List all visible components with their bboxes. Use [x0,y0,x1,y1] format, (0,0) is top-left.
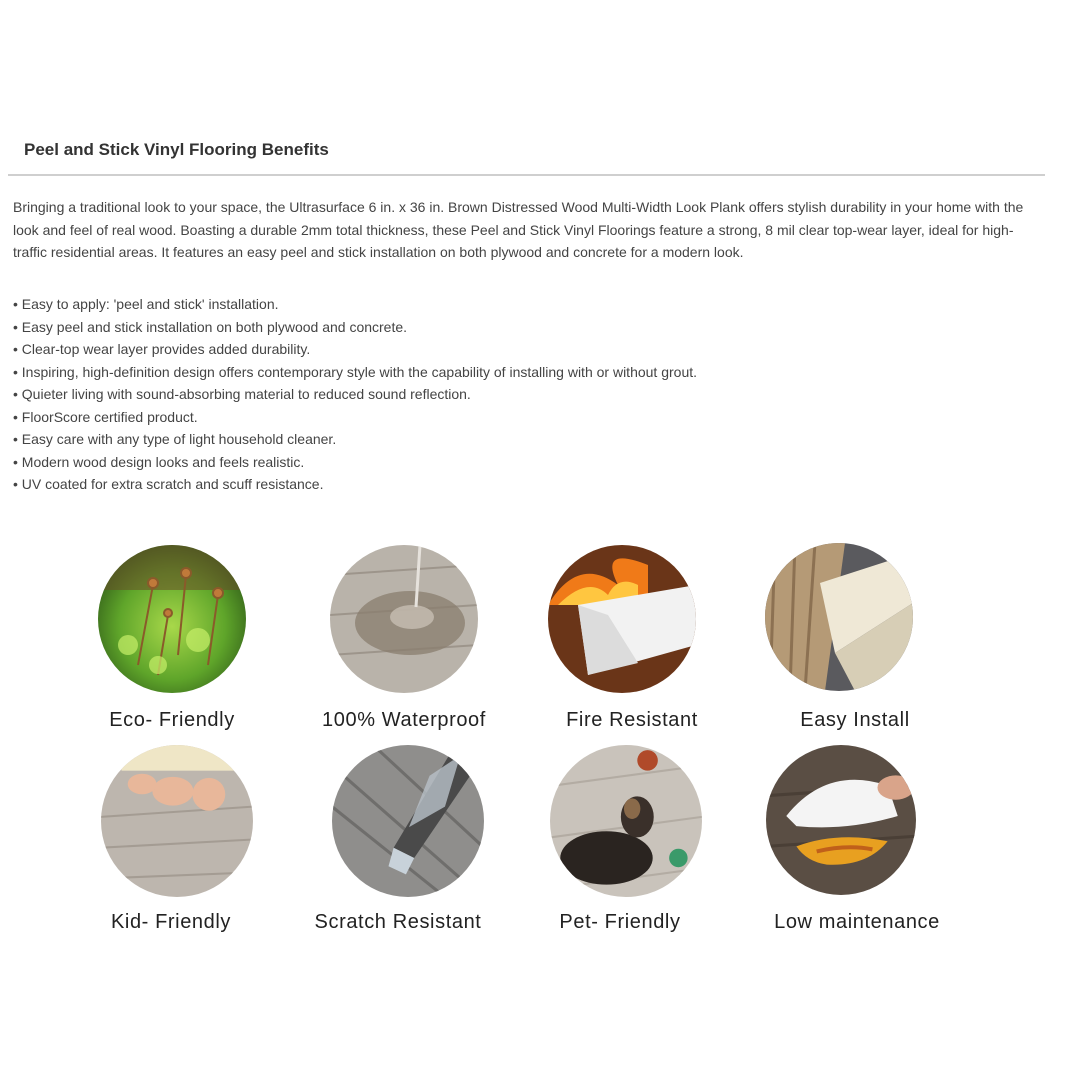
title-divider [8,174,1045,176]
flame-on-plank-icon [548,545,696,693]
list-item: • Modern wood design looks and feels realistic. [13,451,697,474]
benefits-list [13,293,697,496]
feature-label: Fire Resistant [566,709,698,731]
feature-label: 100% Waterproof [322,709,486,731]
cleaning-cloth-icon [766,745,916,895]
baby-on-floor-icon [101,745,253,897]
water-drop-on-wood-icon [330,545,478,693]
feature-eco-friendly [52,545,292,745]
feature-label: Eco- Friendly [109,709,235,731]
plank-install-icon [765,543,913,691]
feature-label: Low maintenance [774,911,940,933]
feature-label: Easy Install [800,709,910,731]
list-item: • UV coated for extra scratch and scuff resistance. [13,473,697,496]
moss-photo-icon [98,545,246,693]
dog-on-floor-icon [550,745,702,897]
feature-label: Scratch Resistant [314,911,482,933]
list-item: • Clear-top wear layer provides added durability. [13,338,697,361]
list-item: • FloorScore certified product. [13,406,697,429]
feature-kid-friendly [51,745,291,945]
list-item: • Inspiring, high-definition design offers contemporary style with the capability of installing with or without grout. [13,361,697,384]
section-title: Peel and Stick Vinyl Flooring Benefits [24,140,329,159]
list-item: • Quieter living with sound-absorbing material to reduced sound reflection. [13,383,697,406]
feature-label: Pet- Friendly [559,911,681,933]
feature-label: Kid- Friendly [110,911,232,933]
list-item: • Easy to apply: 'peel and stick' installation. [13,293,697,316]
list-item: • Easy care with any type of light household cleaner. [13,428,697,451]
utility-knife-icon [332,745,484,897]
list-item: • Easy peel and stick installation on both plywood and concrete. [13,316,697,339]
feature-pet-friendly [500,745,740,945]
feature-waterproof [284,545,524,745]
feature-easy-install [735,545,975,745]
feature-scratch-resistant [278,745,518,945]
feature-fire-resistant [512,545,752,745]
feature-low-maintenance [737,745,977,945]
intro-paragraph: Bringing a traditional look to your space, the Ultrasurface 6 in. x 36 in. Brown Distressed Wood Multi-Width Look Plank offers stylish durability in your home with the look and feel of real wood. Boasting a durable 2mm total thickness, these Peel and Stick Vinyl Floorings feature a strong, 8 mil clear top-wear layer, ideal for high-traffic residential areas. It features an easy peel and stick installation on both plywood and concrete for a modern look. [13,199,1024,261]
